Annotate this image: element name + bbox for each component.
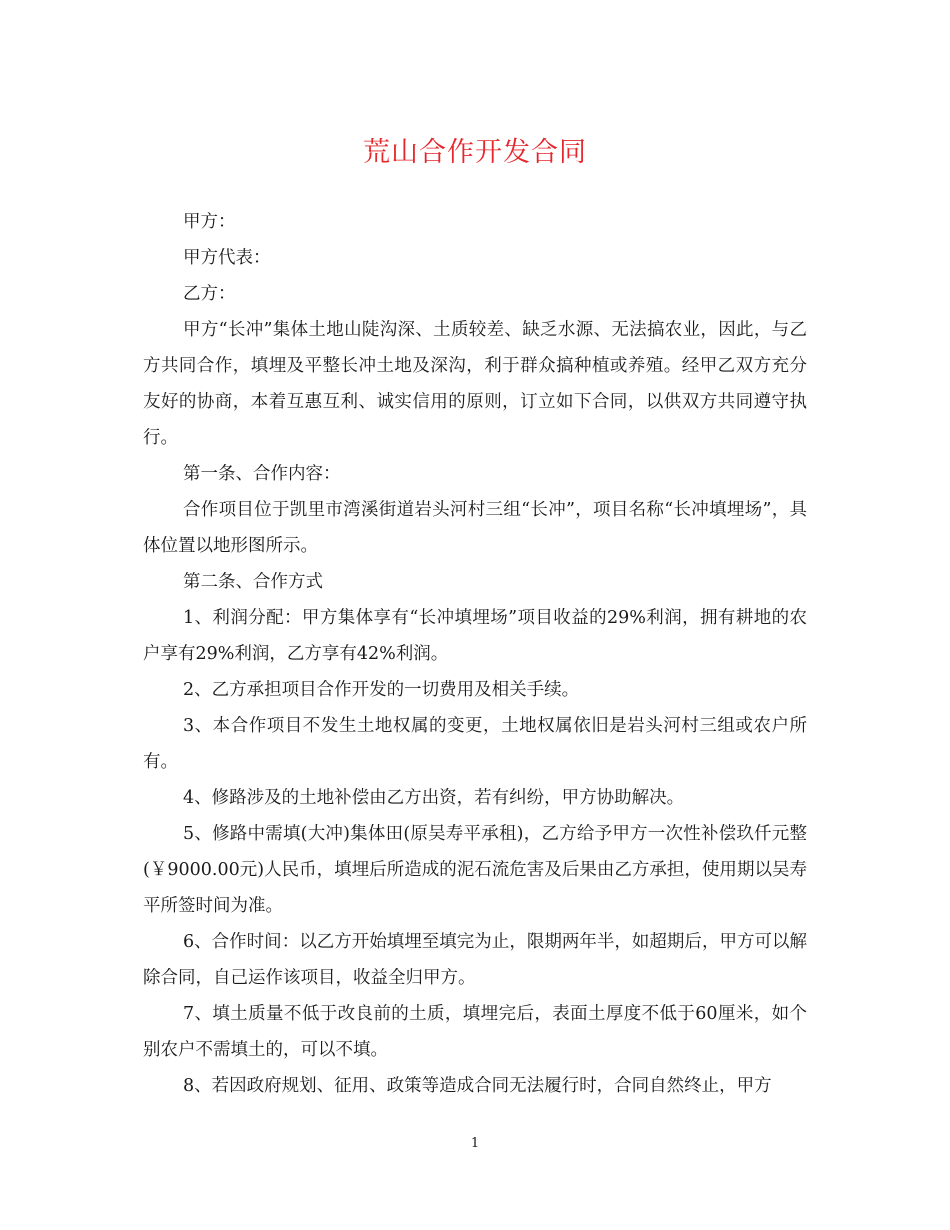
party-a-representative-line: 甲方代表： — [183, 248, 271, 268]
clause-2-costs: 2、乙方承担项目合作开发的一切费用及相关手续。 — [183, 680, 580, 700]
party-a-line: 甲方： — [183, 212, 236, 232]
article-two-heading: 第二条、合作方式 — [183, 572, 323, 592]
article-one-paragraph: 合作项目位于凯里市湾溪街道岩头河村三组“长冲”，项目名称“长冲填埋场”，具体位置以地形图所示。 — [143, 500, 807, 556]
clause-6-cooperation-period: 6、合作时间：以乙方开始填埋至填完为止，限期两年半，如超期后，甲方可以解除合同，自己运作该项目，收益全归甲方。 — [143, 932, 807, 988]
party-b-line: 乙方： — [183, 284, 236, 304]
preamble-paragraph: 甲方“长冲”集体土地山陡沟深、土质较差、缺乏水源、无法搞农业，因此，与乙方共同合作，填埋及平整长冲土地及深沟，利于群众搞种植或养殖。经甲乙双方充分友好的协商，本着互惠互利、诚实信用的原则，订立如下合同，以供双方共同遵守执行。 — [143, 320, 807, 448]
article-one-heading: 第一条、合作内容： — [183, 464, 341, 484]
page-number: 1 — [470, 1136, 480, 1151]
clause-7-soil-quality: 7、填土质量不低于改良前的土质，填埋完后，表面土厚度不低于60厘米，如个别农户不需填土的，可以不填。 — [143, 1004, 807, 1060]
clause-3-land-ownership: 3、本合作项目不发生土地权属的变更，土地权属依旧是岩头河村三组或农户所有。 — [143, 716, 807, 772]
document-body — [143, 204, 807, 1104]
clause-8-termination: 8、若因政府规划、征用、政策等造成合同无法履行时，合同自然终止，甲方 — [183, 1076, 772, 1096]
clause-1-profit-distribution: 1、利润分配：甲方集体享有“长冲填埋场”项目收益的29%利润，拥有耕地的农户享有29%利润，乙方享有42%利润。 — [143, 608, 807, 664]
clause-4-road-compensation: 4、修路涉及的土地补偿由乙方出资，若有纠纷，甲方协助解决。 — [183, 788, 685, 808]
document-title: 荒山合作开发合同 — [363, 137, 587, 168]
clause-5-field-compensation: 5、修路中需填(大冲)集体田(原吴寿平承租)，乙方给予甲方一次性补偿玖仟元整(￥9000.00元)人民币，填埋后所造成的泥石流危害及后果由乙方承担，使用期以吴寿平所签时间为准。 — [143, 824, 807, 916]
